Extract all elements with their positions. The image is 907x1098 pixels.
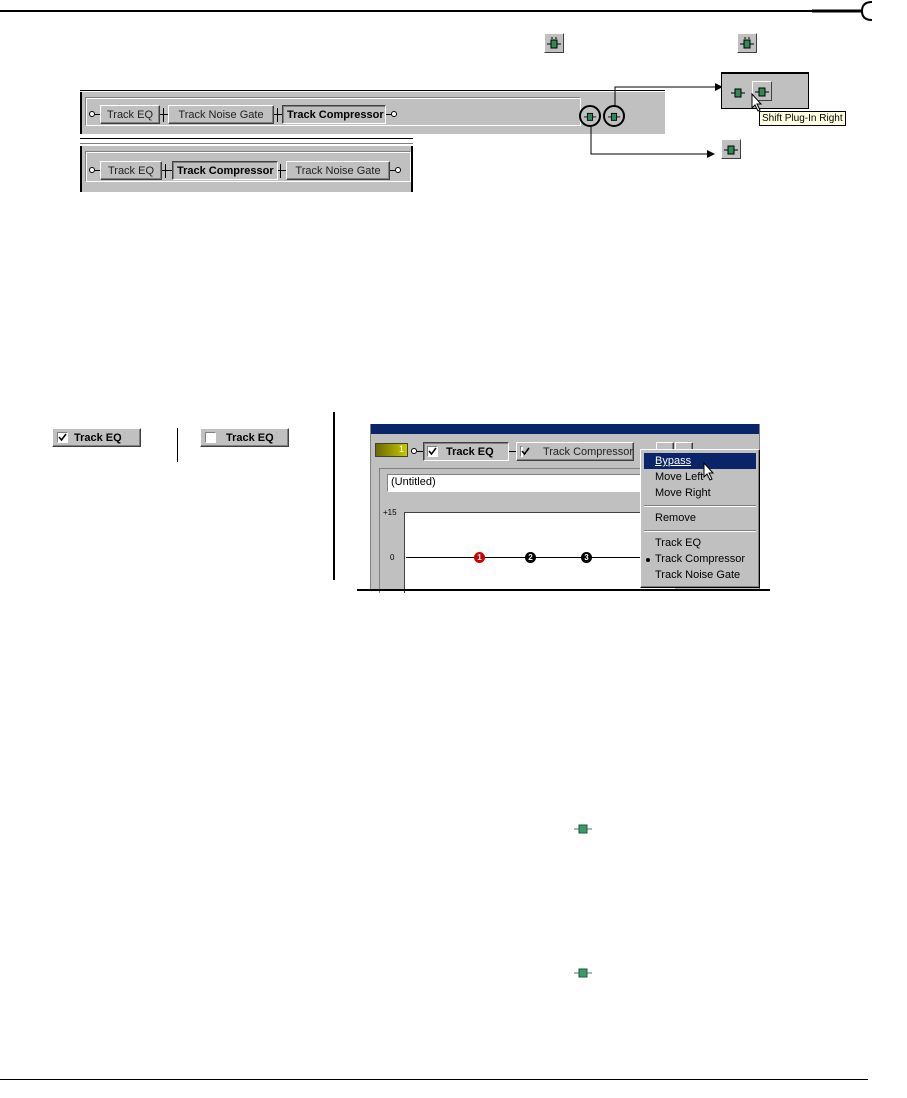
menu-separator bbox=[644, 530, 756, 532]
chain-b-plugin-compressor[interactable]: Track Compressor bbox=[172, 161, 278, 180]
window-title-bar bbox=[371, 424, 759, 434]
eq-band-marker-3[interactable]: 3 bbox=[581, 552, 592, 563]
window-plugin-track-eq[interactable] bbox=[423, 442, 509, 461]
header-curl-ornament bbox=[812, 0, 872, 24]
chain-b-plugin-noise-gate[interactable]: Track Noise Gate bbox=[286, 161, 390, 180]
cursor-arrow-icon bbox=[751, 93, 765, 113]
chain-a-link-tick bbox=[277, 108, 278, 122]
selected-bullet-icon bbox=[646, 558, 650, 562]
figure-divider-vertical bbox=[333, 412, 335, 580]
y-axis-zero-label: 0 bbox=[390, 553, 395, 562]
shift-plugin-right-icon bbox=[737, 33, 757, 53]
window-compressor-checkbox[interactable] bbox=[520, 446, 523, 457]
enabled-checkbox[interactable] bbox=[57, 432, 68, 443]
figure2-divider bbox=[177, 428, 178, 462]
menu-item-track-noise-gate[interactable]: Track Noise Gate bbox=[655, 569, 741, 581]
chain-b-top-rule bbox=[80, 138, 413, 139]
chain-number: 1 bbox=[398, 444, 404, 454]
plugin-enabled-button[interactable] bbox=[52, 428, 141, 447]
plugin-chain-icon bbox=[573, 967, 593, 979]
menu-item-move-left[interactable]: Move Left bbox=[655, 471, 704, 483]
chain-a-plugin-track-eq[interactable]: Track EQ bbox=[100, 105, 160, 124]
chain-b-top-rule-2 bbox=[80, 143, 413, 144]
chain-b-link-tick bbox=[165, 164, 166, 178]
chain-a-top-rule bbox=[80, 90, 665, 91]
plugin-bypassed-button[interactable] bbox=[200, 428, 289, 447]
window-eq-checkbox[interactable] bbox=[427, 446, 438, 457]
menu-separator bbox=[644, 505, 756, 507]
preset-value: (Untitled) bbox=[391, 476, 436, 488]
menu-item-bypass[interactable]: Bypass bbox=[644, 453, 756, 469]
chain-a-link bbox=[274, 114, 282, 115]
eq-curve bbox=[406, 557, 674, 558]
eq-graph bbox=[404, 512, 675, 593]
bypassed-checkbox[interactable] bbox=[205, 432, 216, 443]
footer-rule bbox=[0, 1079, 868, 1080]
cursor-arrow-icon bbox=[703, 462, 717, 482]
enabled-label: Track EQ bbox=[74, 431, 122, 444]
chain-a-plugin-noise-gate[interactable]: Track Noise Gate bbox=[168, 105, 274, 124]
eq-band-marker-1[interactable]: 1 bbox=[474, 552, 485, 563]
window-eq-label: Track EQ bbox=[446, 445, 494, 458]
shift-plugin-left-result-icon bbox=[721, 139, 741, 159]
chain-b-link bbox=[162, 170, 172, 171]
eq-band-marker-2[interactable]: 2 bbox=[525, 552, 536, 563]
plugin-context-menu bbox=[640, 449, 760, 588]
menu-item-track-eq[interactable]: Track EQ bbox=[655, 537, 702, 549]
callout-arrows bbox=[585, 80, 725, 160]
chain-b-plugin-track-eq[interactable]: Track EQ bbox=[100, 161, 162, 180]
chain-a-link-tick bbox=[163, 108, 164, 122]
window-compressor-label: Track Compressor bbox=[542, 445, 633, 458]
menu-item-track-compressor[interactable]: Track Compressor bbox=[655, 553, 746, 565]
chain-a-end-node bbox=[391, 111, 397, 117]
shift-plugin-left-icon bbox=[544, 33, 564, 53]
y-axis-top-label: +15 bbox=[383, 508, 397, 517]
menu-item-move-right[interactable]: Move Right bbox=[655, 487, 711, 499]
shift-buttons-zoom-panel bbox=[721, 72, 809, 109]
window-plugin-track-compressor[interactable] bbox=[516, 442, 634, 461]
zoom-shift-left-icon bbox=[730, 84, 746, 105]
plugin-chain-icon bbox=[573, 823, 593, 835]
menu-item-remove[interactable]: Remove bbox=[655, 512, 696, 524]
header-rule bbox=[0, 10, 862, 12]
chain-a-link bbox=[160, 114, 168, 115]
chain-number-badge bbox=[375, 443, 408, 457]
chain-b-link-tick bbox=[280, 164, 281, 178]
chain-a-plugin-compressor[interactable]: Track Compressor bbox=[282, 105, 386, 124]
shift-plugin-tooltip: Shift Plug-In Right bbox=[759, 111, 846, 126]
bypassed-label: Track EQ bbox=[226, 431, 274, 444]
chain-b-end-node bbox=[395, 167, 401, 173]
window-chain-link bbox=[509, 451, 516, 452]
figure3-bottom-rule bbox=[357, 589, 770, 591]
